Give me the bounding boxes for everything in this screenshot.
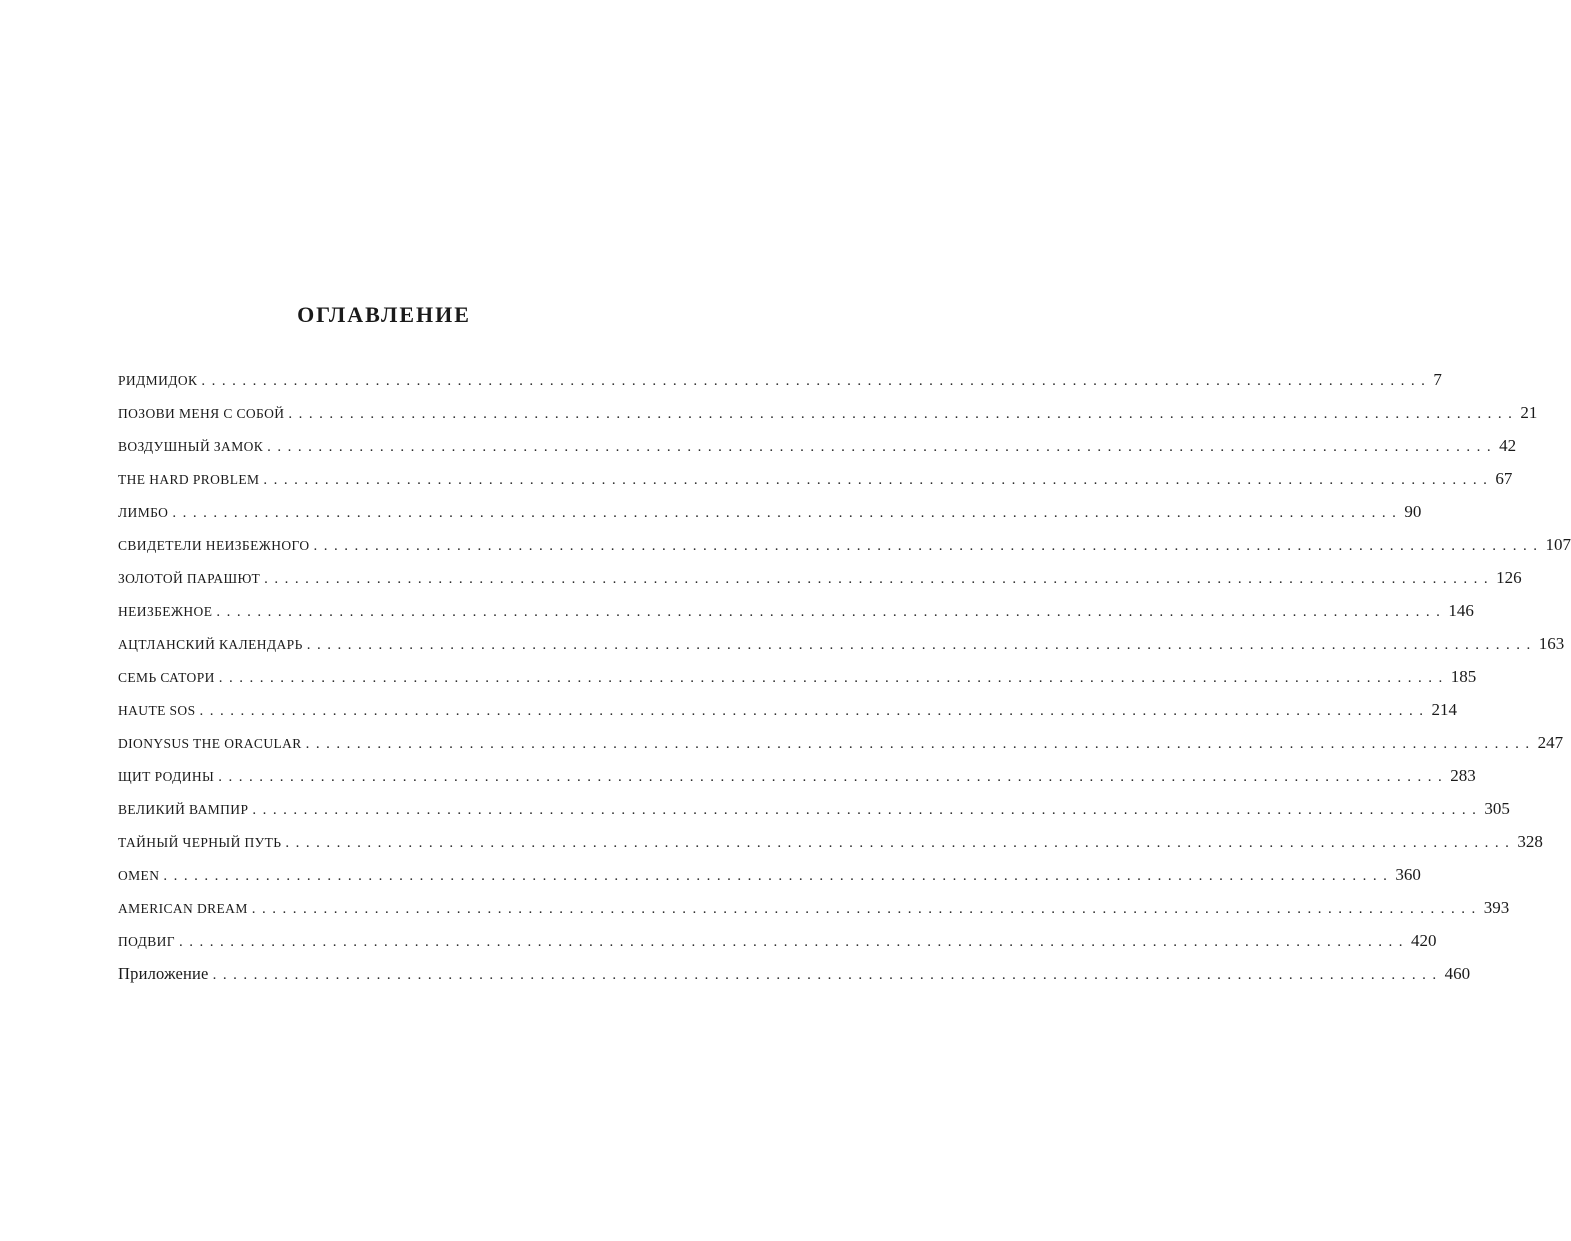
dot-leader: ........................................................................................................................ <box>263 472 1494 488</box>
dot-leader: ........................................................................................................................ <box>199 703 1430 719</box>
toc-entry-page-number: 420 <box>1411 931 1437 950</box>
toc-entry-page-number: 21 <box>1520 403 1538 422</box>
toc-entry[interactable] <box>118 533 1571 566</box>
toc-entry-title: СВИДЕТЕЛИ НЕИЗБЕЖНОГО <box>118 538 310 553</box>
toc-entry-title: ПОДВИГ <box>118 934 175 949</box>
dot-leader: ........................................................................................................................ <box>285 835 1516 851</box>
dot-leader: ........................................................................................................................ <box>264 571 1495 587</box>
toc-entry[interactable] <box>118 830 1543 863</box>
toc-entry[interactable] <box>118 401 1538 434</box>
toc-entry-title: ВЕЛИКИЙ ВАМПИР <box>118 802 249 817</box>
toc-entry-page-number: 67 <box>1495 469 1513 488</box>
toc-entry[interactable] <box>118 632 1565 665</box>
toc-entry-page-number: 7 <box>1433 370 1442 389</box>
toc-entry-title: HAUTE SOS <box>118 703 196 718</box>
toc-entry-page-number: 163 <box>1538 634 1565 653</box>
dot-leader: ........................................................................................................................ <box>306 637 1537 653</box>
toc-entry-title: AMERICAN DREAM <box>118 901 248 916</box>
toc-entry[interactable] <box>118 896 1510 929</box>
toc-entry-page-number: 107 <box>1545 535 1571 554</box>
toc-entry-page-number: 247 <box>1537 733 1564 752</box>
toc-entry-page-number: 305 <box>1484 799 1510 818</box>
toc-entry-title: ЗОЛОТОЙ ПАРАШЮТ <box>118 571 261 586</box>
dot-leader: ........................................................................................................................ <box>218 769 1449 785</box>
toc-entry-title: ПОЗОВИ МЕНЯ С СОБОЙ <box>118 406 285 421</box>
toc-entry-page-number: 283 <box>1450 766 1476 785</box>
toc-title: ОГЛАВЛЕНИЕ <box>297 302 471 327</box>
dot-leader: ........................................................................................................................ <box>218 670 1449 686</box>
toc-entry-title: DIONYSUS THE ORACULAR <box>118 736 302 751</box>
dot-leader: ........................................................................................................................ <box>288 406 1519 422</box>
toc-entry-page-number: 146 <box>1448 601 1474 620</box>
toc-entry-title: OMEN <box>118 868 160 883</box>
toc-entry-page-number: 126 <box>1496 568 1522 587</box>
dot-leader: ........................................................................................................................ <box>212 967 1443 983</box>
toc-entry-page-number: 185 <box>1450 667 1477 686</box>
dot-leader: ........................................................................................................................ <box>172 505 1403 521</box>
toc-entry[interactable] <box>118 665 1477 698</box>
toc-entry-title: THE HARD PROBLEM <box>118 472 260 487</box>
dot-leader: ........................................................................................................................ <box>305 736 1536 752</box>
toc-entry[interactable] <box>118 467 1513 500</box>
toc-entry-title: ВОЗДУШНЫЙ ЗАМОК <box>118 439 264 454</box>
dot-leader: ........................................................................................................................ <box>313 538 1544 554</box>
toc-entry-page-number: 328 <box>1517 832 1543 851</box>
toc-entry-title: Приложение <box>118 964 209 983</box>
toc-entry[interactable] <box>118 434 1517 467</box>
toc-entry-page-number: 42 <box>1499 436 1517 455</box>
toc-entry[interactable] <box>118 797 1510 830</box>
toc-entry[interactable] <box>118 962 1471 995</box>
toc-entry-page-number: 90 <box>1404 502 1422 521</box>
toc-entry-title: СЕМЬ САТОРИ <box>118 670 215 685</box>
toc-entry[interactable] <box>118 698 1457 731</box>
toc-entry[interactable] <box>118 731 1564 764</box>
toc-entry[interactable] <box>118 566 1522 599</box>
toc-entry[interactable] <box>118 500 1422 533</box>
toc-entry-title: РИДМИДОК <box>118 373 198 388</box>
toc-entry-page-number: 214 <box>1431 700 1457 719</box>
toc-list <box>118 368 1571 995</box>
toc-entry[interactable] <box>118 368 1442 401</box>
dot-leader: ........................................................................................................................ <box>201 373 1432 389</box>
toc-entry[interactable] <box>118 929 1437 962</box>
dot-leader: ........................................................................................................................ <box>252 802 1483 818</box>
dot-leader: ........................................................................................................................ <box>216 604 1447 620</box>
dot-leader: ........................................................................................................................ <box>267 439 1498 455</box>
dot-leader: ........................................................................................................................ <box>163 868 1394 884</box>
toc-entry-page-number: 460 <box>1444 964 1471 983</box>
toc-entry-page-number: 393 <box>1483 898 1510 917</box>
toc-entry[interactable] <box>118 863 1421 896</box>
toc-entry-page-number: 360 <box>1395 865 1421 884</box>
toc-entry-title: АЦТЛАНСКИЙ КАЛЕНДАРЬ <box>118 637 303 652</box>
toc-entry-title: ЩИТ РОДИНЫ <box>118 769 215 784</box>
dot-leader: ........................................................................................................................ <box>251 901 1482 917</box>
toc-entry-title: НЕИЗБЕЖНОЕ <box>118 604 213 619</box>
toc-entry-title: ЛИМБО <box>118 505 169 520</box>
dot-leader: ........................................................................................................................ <box>179 934 1409 950</box>
toc-entry[interactable] <box>118 764 1476 797</box>
toc-entry[interactable] <box>118 599 1474 632</box>
toc-entry-title: ТАЙНЫЙ ЧЕРНЫЙ ПУТЬ <box>118 835 282 850</box>
